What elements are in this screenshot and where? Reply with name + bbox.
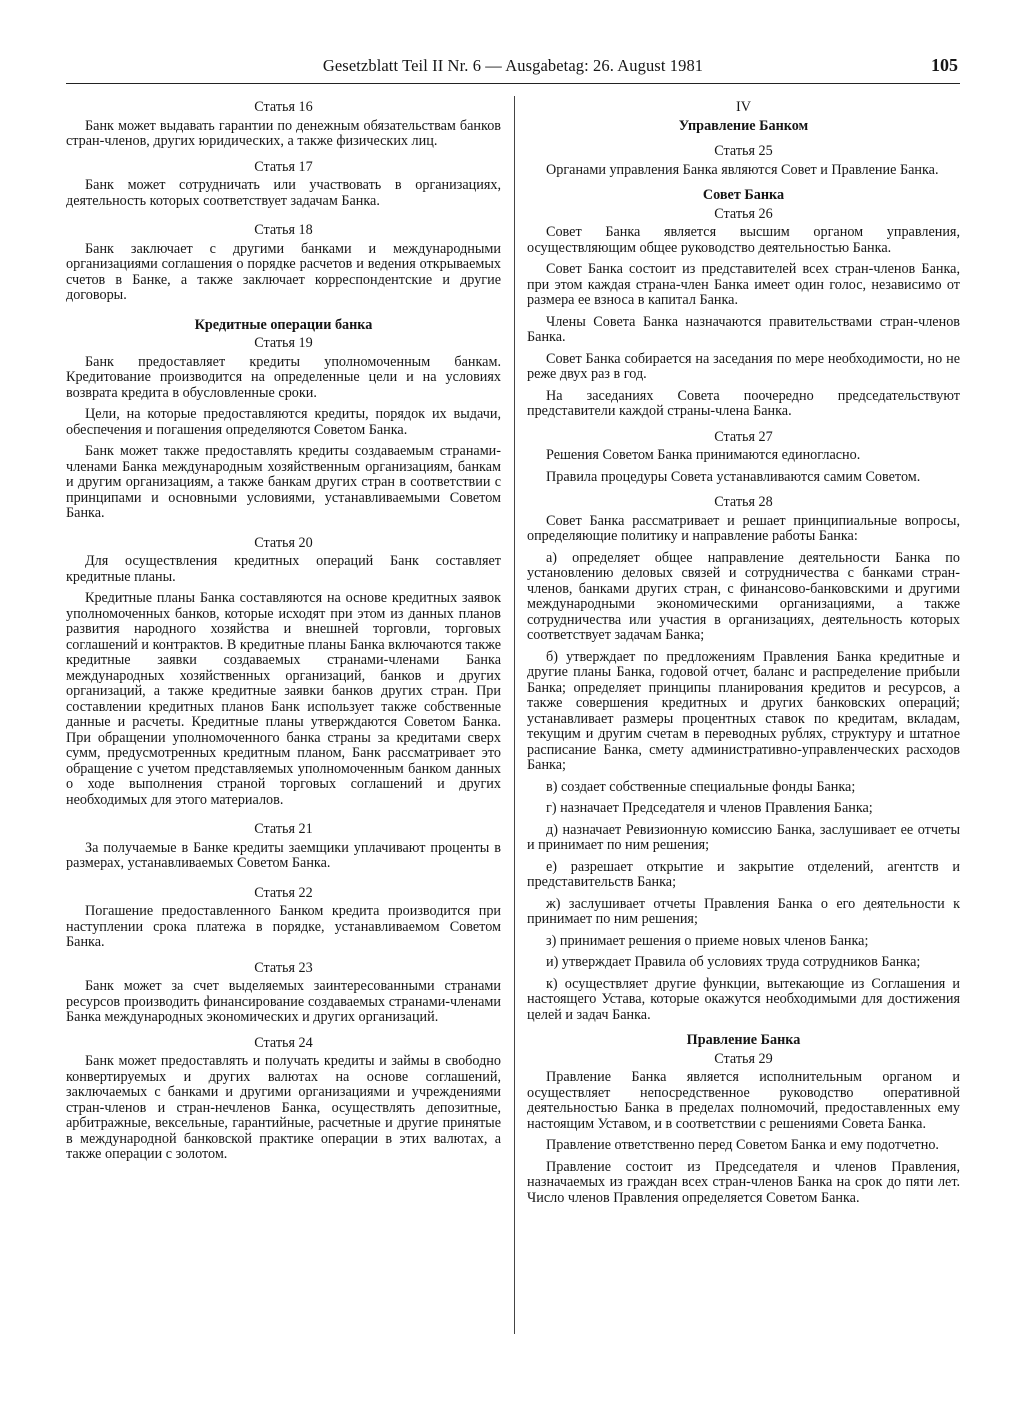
article-29-title: Статья 29 <box>714 1050 773 1067</box>
article-23-text: Банк может за счет выделяемых заинтересованными странами ресурсов производить финансирование создаваемых странами-членами Банка международных экономических и других организаций. <box>66 978 501 1025</box>
right-column <box>527 100 960 1212</box>
part-number: IV <box>736 99 751 115</box>
article-28-item-d: д) назначает Ревизионную комиссию Банка, заслушивает ее отчеты и принимает по ним решения; <box>527 821 960 853</box>
article-24-title: Статья 24 <box>254 1034 313 1051</box>
article-19-text-3: Банк может также предоставлять кредиты создаваемым странами-членами Банка международным хозяйственным организациям, банкам и другим организациям, а также банкам других стран в соответствии с принципами и основными условиями, устанавливаемыми Советом Банка. <box>66 443 501 521</box>
article-28-item-b: б) утверждает по предложениям Правления Банка кредитные и другие планы Банка, годовой отчет, баланс и распределение прибыли Банка; определяет принципы планирования кредитов и ресурсов, а также совершения кредитных и других банковских операций; устанавливает размеры процентных ставок по кредитам, вкладам, текущим и другим счетам в переводных рублях, структуру и штатное расписание Банка, смету административно-управленческих расходов Банка; <box>527 648 960 773</box>
article-25-text: Органами управления Банка являются Совет и Правление Банка. <box>546 161 939 178</box>
article-28-item-e: е) разрешает открытие и закрытие отделений, агентств и представительств Банка; <box>527 858 960 890</box>
board-heading: Правление Банка <box>686 1032 801 1048</box>
article-16-title: Статья 16 <box>254 99 313 115</box>
article-22-text: Погашение предоставленного Банком кредита производится при наступлении срока платежа в порядке, устанавливаемом Советом Банка. <box>66 903 501 950</box>
article-29-text-1: Правление Банка является исполнительным органом и осуществляет непосредственное руководство оперативной деятельностью Банка в пределах полномочий, предоставленных ему настоящим Уставом, и в соответствии с решениями Совета Банка. <box>527 1069 960 1132</box>
page-number: 105 <box>931 55 958 75</box>
article-29-text-3: Правление состоит из Председателя и членов Правления, назначаемых из граждан всех стран-членов Банка на срок до пяти лет. Число членов Правления определяется Советом Банка. <box>527 1158 960 1206</box>
article-19-text-2: Цели, на которые предоставляются кредиты, порядок их выдачи, обеспечения и погашения определяются Советом Банка. <box>66 406 501 438</box>
article-21-title: Статья 21 <box>254 821 313 837</box>
article-20-text-2: Кредитные планы Банка составляются на основе кредитных заявок уполномоченных банков, которые исходят при этом из данных планов развития народного хозяйства и внешней торговли, торговых соглашений и контрактов. В кредитные планы Банка включаются также кредитные заявки создаваемых странами-членами Банка международных хозяйственных организаций, банков и других организаций, а также кредитные заявки банков других стран. При составлении кредитных планов Банк использует также собственные данные и расчеты. Кредитные планы утверждаются Советом Банка. При обращении уполномоченного банка страны за кредитами сверх сумм, предусмотренных кредитным планом, Банк рассматривает это обращение с учетом представляемых уполномоченным банком данных о ходе выполнения страной торговых соглашений и других необходимых для этого материалов. <box>66 590 501 808</box>
article-28-item-a: а) определяет общее направление деятельности Банка по установлению деловых связей и сотрудничества с банками стран-членов, банками других стран, с финансово-банковскими и другими международными экономическими организациями, а также сотрудничества или участия в организациях, деятельность которых соответствует задачам Банка; <box>527 549 960 643</box>
article-17-title: Статья 17 <box>254 158 313 175</box>
article-20-text-1: Для осуществления кредитных операций Банк составляет кредитные планы. <box>66 553 501 585</box>
article-26-text-3: Члены Совета Банка назначаются правительствами стран-членов Банка. <box>527 313 960 345</box>
article-26-text-2: Совет Банка состоит из представителей всех стран-членов Банка, при этом каждая страна-член Банка имеет один голос, независимо от размера ее взноса в капитал Банка. <box>527 261 960 308</box>
article-25-title: Статья 25 <box>714 143 773 159</box>
article-19-text-1: Банк предоставляет кредиты уполномоченным банкам. Кредитование производится на определенные цели и на условиях возврата кредита в обусловленные сроки. <box>66 353 501 401</box>
council-heading: Совет Банка <box>702 187 785 203</box>
article-28-item-z: з) принимает решения о приеме новых членов Банка; <box>546 932 869 949</box>
article-24-text: Банк может предоставлять и получать кредиты и займы в свободно конвертируемых и других валютах на основе соглашений, заключаемых с банками и другими организациями и учреждениями стран-членов и стран-нечленов Банка, осуществлять депозитные, арбитражные, вексельные, гарантийные, расчетные и другие принятые в международной банковской практике операции в этих валютах, а также операции с золотом. <box>66 1053 501 1162</box>
article-28-intro: Совет Банка рассматривает и решает принципиальные вопросы, определяющие политику и направление работы Банка: <box>527 512 960 544</box>
article-26-text-1: Совет Банка является высшим органом управления, осуществляющим общее руководство деятельностью Банка. <box>527 224 960 256</box>
gazette-title: Gesetzblatt Teil II Nr. 6 — Ausgabetag: 26. August 1981 <box>322 56 704 75</box>
header-rule <box>66 83 960 84</box>
part-title: Управление Банком <box>678 117 809 134</box>
article-28-item-zh: ж) заслушивает отчеты Правления Банка о его деятельности к принимает по ним решения; <box>527 895 960 927</box>
page-header <box>66 56 960 82</box>
credit-operations-heading: Кредитные операции банка <box>194 316 373 333</box>
article-18-text: Банк заключает с другими банками и международными организациями соглашения о порядке расчетов и ведения открываемых счетов в Банке, а также заключает корреспондентские и другие договоры. <box>66 240 501 303</box>
article-20-title: Статья 20 <box>254 534 313 551</box>
article-28-item-k: к) осуществляет другие функции, вытекающие из Соглашения и настоящего Устава, которые окажутся необходимыми для достижения целей и задач Банка. <box>527 975 960 1023</box>
article-26-text-5: На заседаниях Совета поочередно председательствуют представители каждой страны-члена Банка. <box>527 387 960 419</box>
article-21-text: За получаемые в Банке кредиты заемщики уплачивают проценты в размерах, устанавливаемых Советом Банка. <box>66 839 501 871</box>
article-28-title: Статья 28 <box>714 494 773 510</box>
article-22-title: Статья 22 <box>254 884 313 901</box>
article-28-item-v: в) создает собственные специальные фонды Банка; <box>546 778 856 795</box>
article-18-title: Статья 18 <box>254 222 313 238</box>
article-29-text-2: Правление ответственно перед Советом Банка и ему подотчетно. <box>546 1137 939 1153</box>
article-16-text: Банк может выдавать гарантии по денежным обязательствам банков стран-членов, других юридических, а также физических лиц. <box>66 117 501 149</box>
article-19-title: Статья 19 <box>254 335 313 351</box>
article-27-text-2: Правила процедуры Совета устанавливаются самим Советом. <box>546 468 921 485</box>
article-26-text-4: Совет Банка собирается на заседания по мере необходимости, но не реже двух раз в год. <box>527 350 960 382</box>
article-17-text: Банк может сотрудничать или участвовать в организациях, деятельность которых соответствует задачам Банка. <box>66 177 501 209</box>
article-27-title: Статья 27 <box>714 428 773 445</box>
article-28-item-i: и) утверждает Правила об условиях труда сотрудников Банка; <box>546 954 921 970</box>
left-column <box>66 100 501 1169</box>
article-27-text-1: Решения Советом Банка принимаются единогласно. <box>546 447 861 463</box>
article-23-title: Статья 23 <box>254 959 313 976</box>
article-26-title: Статья 26 <box>714 205 773 222</box>
article-28-item-g: г) назначает Председателя и членов Правления Банка; <box>546 800 873 816</box>
column-divider <box>514 96 515 1334</box>
